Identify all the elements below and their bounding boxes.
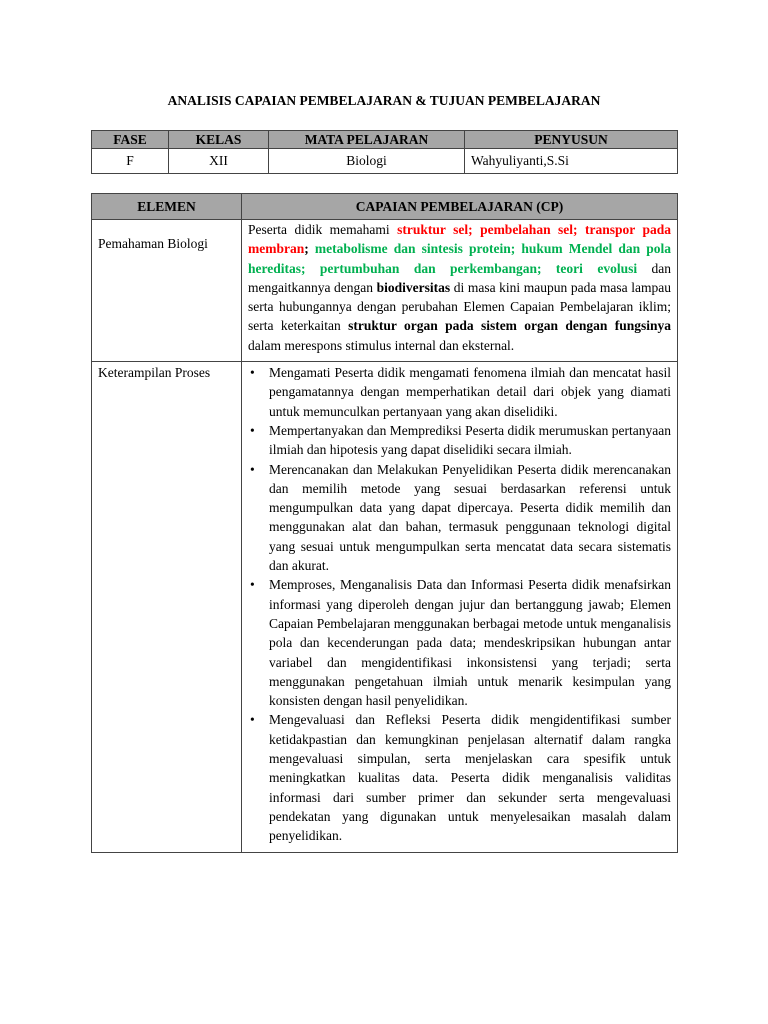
list-item-text: Memproses, Menganalisis Data dan Informasi Peserta didik menafsirkan informasi yang diperoleh dengan jujur dan bertanggung jawab; Elemen Capaian Pembelajaran menggunakan berbagai metode untuk menganalisis pola dan kecenderungan pada data; mendeskripsikan hubungan antar variabel dan mengidentifikasi inkonsistensi yang terjadi; serta menggunakan pengetahuan ilmiah untuk menarik kesimpulan yang konsisten dengan hasil penyelidikan.: [269, 577, 671, 709]
bullet-icon: •: [250, 365, 255, 381]
cp-pemahaman-text: [242, 220, 678, 362]
info-data-row: [92, 149, 678, 174]
cp-keterampilan-list-cell: [242, 362, 678, 852]
info-table: [91, 130, 678, 174]
header-capaian: CAPAIAN PEMBELAJARAN (CP): [242, 194, 678, 220]
header-elemen: ELEMEN: [92, 194, 242, 220]
bullet-icon: •: [250, 461, 255, 477]
row-keterampilan-proses: [92, 362, 678, 852]
cell-kelas: XII: [169, 149, 269, 174]
bullet-icon: •: [250, 422, 255, 438]
cp-text-segment: Peserta didik memahami: [248, 222, 398, 237]
list-item-text: Mengevaluasi dan Refleksi Peserta didik mengidentifikasi sumber ketidakpastian dan kemungkinan penjelasan alternatif dalam rangka mengevaluasi simpulan, serta menjelaskan cara spesifik untuk meningkatkan kualitas data. Peserta didik menganalisis validitas informasi dari sumber primer dan sekunder serta mengevaluasi pendekatan yang digunakan untuk menyelesaikan masalah dalam penyelidikan.: [269, 712, 671, 844]
cell-fase: F: [92, 149, 169, 174]
list-item-text: Mengamati Peserta didik mengamati fenomena ilmiah dan mencatat hasil pengamatannya dengan memperhatikan detail dari objek yang diamati untuk memunculkan pertanyaan yang akan diselidiki.: [269, 365, 671, 419]
elemen-pemahaman-biologi: Pemahaman Biologi: [92, 220, 242, 362]
header-penyusun: PENYUSUN: [465, 131, 678, 149]
cp-header-row: [92, 194, 678, 220]
bullet-icon: •: [250, 712, 255, 728]
list-item: [248, 710, 671, 845]
cp-bold-struktur-organ: struktur organ pada sistem organ dengan fungsinya: [348, 318, 671, 334]
cp-highlight-red: struktur sel; pembelahan sel; transpor pada membran: [248, 222, 671, 257]
keterampilan-list: [248, 363, 671, 845]
info-header-row: [92, 131, 678, 149]
cell-mata-pelajaran: Biologi: [269, 149, 465, 174]
cp-text-segment: dan mengaitkannya dengan: [248, 260, 671, 295]
elemen-keterampilan-proses: Keterampilan Proses: [92, 362, 242, 852]
header-fase: FASE: [92, 131, 169, 149]
cell-penyusun: Wahyuliyanti,S.Si: [465, 149, 678, 174]
cp-text-segment: dalam merespons stimulus internal dan eksternal.: [248, 337, 515, 353]
cp-text-segment: di masa kini maupun pada masa lampau serta hubungannya dengan perubahan Elemen Capaian Pembelajaran iklim; serta keterkaitan: [248, 279, 671, 334]
header-kelas: KELAS: [169, 131, 269, 149]
cp-table: [91, 193, 678, 853]
list-item-text: Merencanakan dan Melakukan Penyelidikan Peserta didik merencanakan dan memilih metode yang sesuai berdasarkan referensi untuk mengumpulkan data yang dapat dipercaya. Peserta didik memilih dan menggunakan alat dan bahan, termasuk penggunaan teknologi digital yang sesuai untuk mengumpulkan serta mencatat data secara sistematis dan akurat.: [269, 461, 671, 574]
bullet-icon: •: [250, 577, 255, 593]
header-mata-pelajaran: MATA PELAJARAN: [269, 131, 465, 149]
list-item: [248, 421, 671, 460]
row-pemahaman-biologi: [92, 220, 678, 362]
document-title: ANALISIS CAPAIAN PEMBELAJARAN & TUJUAN PEMBELAJARAN: [167, 93, 601, 108]
cp-highlight-green: metabolisme dan sintesis protein; hukum Mendel dan pola hereditas; pertumbuhan dan perkembangan; teori evolusi: [248, 241, 671, 276]
list-item: [248, 575, 671, 710]
list-item: [248, 460, 671, 576]
cp-text-segment: ;: [304, 241, 315, 257]
cp-bold-biodiversitas: biodiversitas: [376, 279, 451, 295]
list-item: [248, 363, 671, 421]
list-item-text: Mempertanyakan dan Memprediksi Peserta didik merumuskan pertanyaan ilmiah dan hipotesis yang dapat diselidiki secara ilmiah.: [269, 422, 671, 458]
